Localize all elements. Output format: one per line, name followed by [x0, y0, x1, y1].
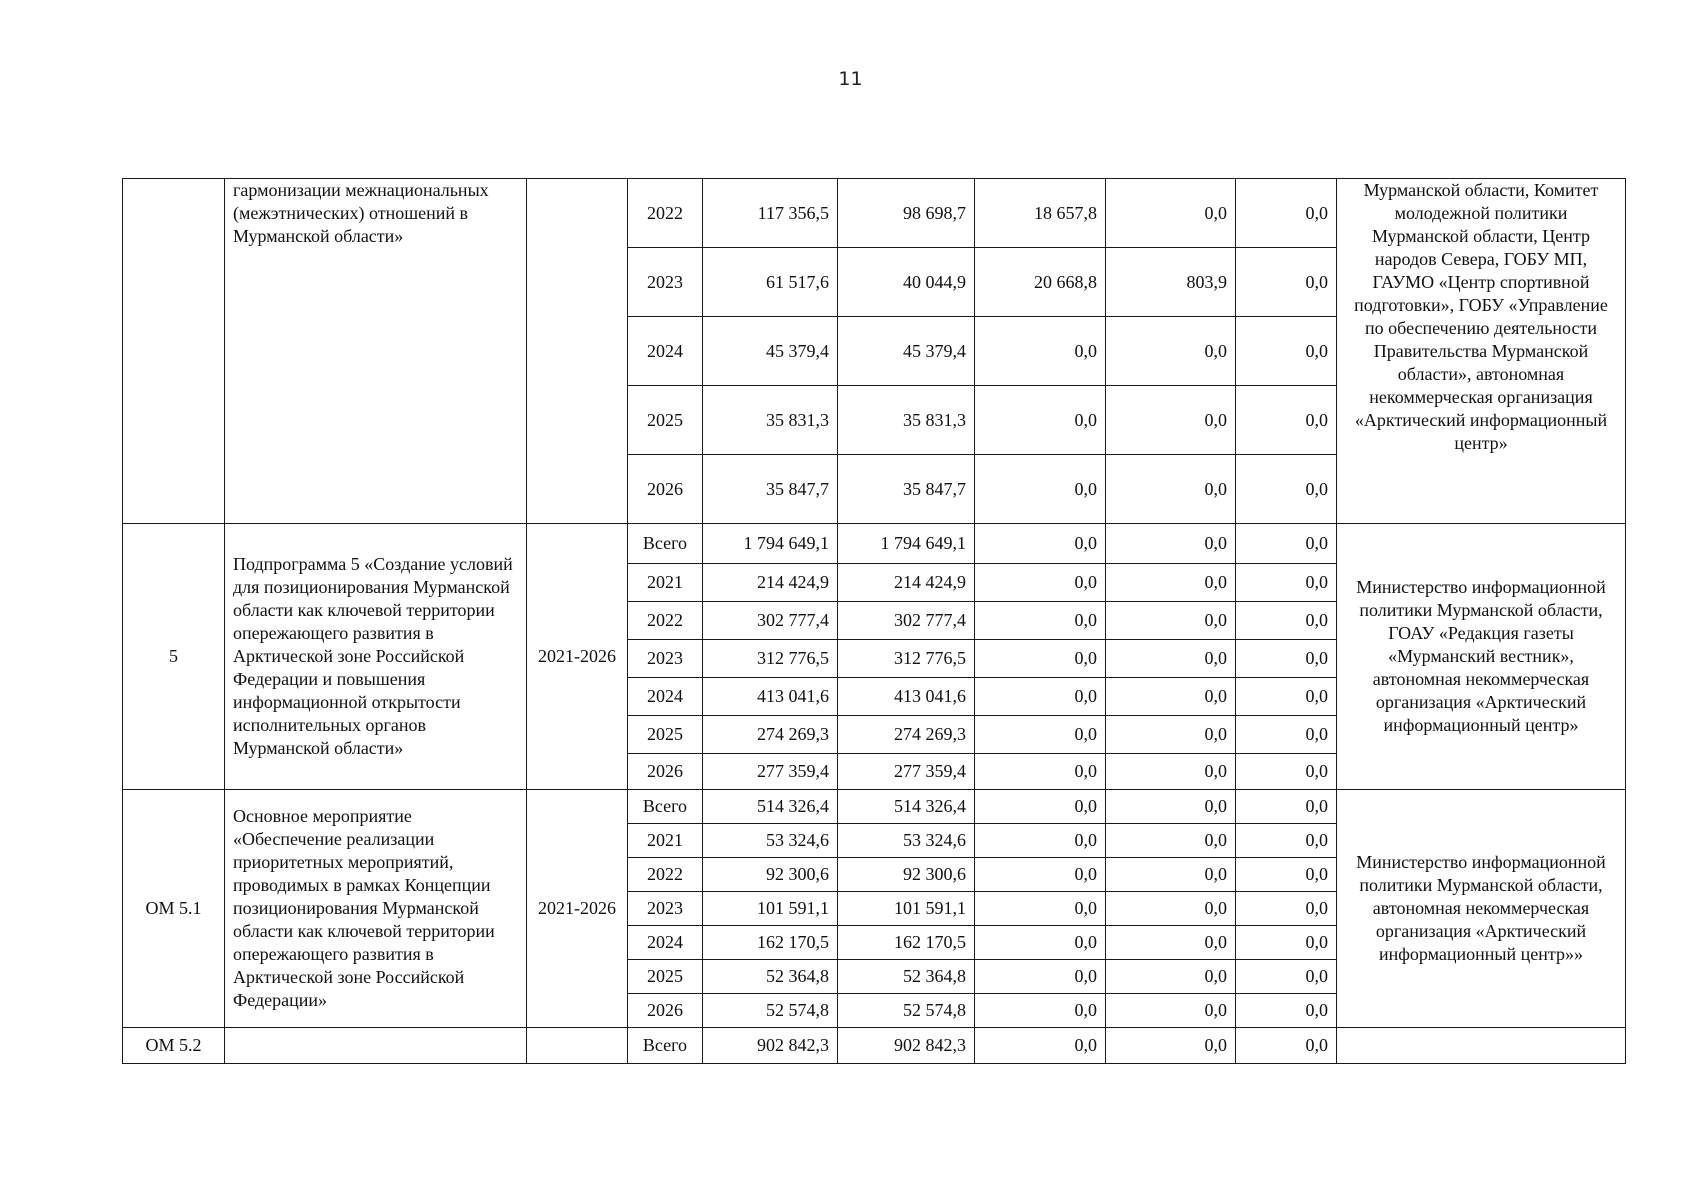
measure-name-cell — [225, 1028, 527, 1064]
year-cell: 2024 — [628, 926, 703, 960]
total-cell: 274 269,3 — [703, 716, 838, 754]
regional-budget-cell: 312 776,5 — [838, 640, 975, 678]
extrabudgetary-cell: 0,0 — [1236, 179, 1337, 248]
federal-budget-cell: 0,0 — [975, 524, 1106, 564]
year-cell: 2026 — [628, 994, 703, 1028]
total-cell: 514 326,4 — [703, 790, 838, 824]
row-number-cell — [123, 179, 225, 524]
federal-budget-cell: 0,0 — [975, 678, 1106, 716]
extrabudgetary-cell: 0,0 — [1236, 386, 1337, 455]
table-row — [123, 1028, 1626, 1064]
total-cell: 162 170,5 — [703, 926, 838, 960]
federal-budget-cell: 0,0 — [975, 317, 1106, 386]
extrabudgetary-cell: 0,0 — [1236, 317, 1337, 386]
page-number: 11 — [838, 68, 863, 90]
regional-budget-cell: 214 424,9 — [838, 564, 975, 602]
municipal-budget-cell: 0,0 — [1106, 678, 1236, 716]
federal-budget-cell: 0,0 — [975, 754, 1106, 790]
municipal-budget-cell: 0,0 — [1106, 386, 1236, 455]
total-cell: 1 794 649,1 — [703, 524, 838, 564]
municipal-budget-cell: 0,0 — [1106, 640, 1236, 678]
total-cell: 413 041,6 — [703, 678, 838, 716]
year-cell: 2023 — [628, 248, 703, 317]
period-cell: 2021-2026 — [527, 524, 628, 790]
extrabudgetary-cell: 0,0 — [1236, 858, 1337, 892]
federal-budget-cell: 0,0 — [975, 824, 1106, 858]
extrabudgetary-cell: 0,0 — [1236, 248, 1337, 317]
regional-budget-cell: 302 777,4 — [838, 602, 975, 640]
total-cell: 302 777,4 — [703, 602, 838, 640]
year-cell: 2026 — [628, 754, 703, 790]
municipal-budget-cell: 0,0 — [1106, 892, 1236, 926]
extrabudgetary-cell: 0,0 — [1236, 602, 1337, 640]
year-cell: 2021 — [628, 824, 703, 858]
year-cell: Всего — [628, 1028, 703, 1064]
total-cell: 277 359,4 — [703, 754, 838, 790]
total-cell: 101 591,1 — [703, 892, 838, 926]
regional-budget-cell: 40 044,9 — [838, 248, 975, 317]
row-number-cell: 5 — [123, 524, 225, 790]
federal-budget-cell: 0,0 — [975, 960, 1106, 994]
year-cell: 2022 — [628, 602, 703, 640]
regional-budget-cell: 92 300,6 — [838, 858, 975, 892]
total-cell: 92 300,6 — [703, 858, 838, 892]
extrabudgetary-cell: 0,0 — [1236, 790, 1337, 824]
regional-budget-cell: 1 794 649,1 — [838, 524, 975, 564]
year-cell: 2025 — [628, 386, 703, 455]
table-row — [123, 179, 1626, 248]
total-cell: 52 364,8 — [703, 960, 838, 994]
total-cell: 902 842,3 — [703, 1028, 838, 1064]
federal-budget-cell: 0,0 — [975, 1028, 1106, 1064]
regional-budget-cell: 52 574,8 — [838, 994, 975, 1028]
extrabudgetary-cell: 0,0 — [1236, 716, 1337, 754]
total-cell: 35 831,3 — [703, 386, 838, 455]
total-cell: 35 847,7 — [703, 455, 838, 524]
extrabudgetary-cell: 0,0 — [1236, 524, 1337, 564]
year-cell: 2025 — [628, 716, 703, 754]
municipal-budget-cell: 0,0 — [1106, 455, 1236, 524]
executor-cell: Мурманской области, Комитет молодежной политики Мурманской области, Центр народов Севера, ГОБУ МП, ГАУМО «Центр спортивной подготовки», ГОБУ «Управление по обеспечению деятельности Правительства Мурманской области», автономная некоммерческая организация «Арктический информационный центр» — [1337, 179, 1626, 524]
regional-budget-cell: 35 847,7 — [838, 455, 975, 524]
regional-budget-cell: 413 041,6 — [838, 678, 975, 716]
period-cell: 2021-2026 — [527, 790, 628, 1028]
regional-budget-cell: 53 324,6 — [838, 824, 975, 858]
regional-budget-cell: 514 326,4 — [838, 790, 975, 824]
budget-table — [122, 178, 1626, 1064]
municipal-budget-cell: 803,9 — [1106, 248, 1236, 317]
extrabudgetary-cell: 0,0 — [1236, 564, 1337, 602]
year-cell: 2024 — [628, 678, 703, 716]
year-cell: 2023 — [628, 640, 703, 678]
municipal-budget-cell: 0,0 — [1106, 179, 1236, 248]
year-cell: Всего — [628, 524, 703, 564]
municipal-budget-cell: 0,0 — [1106, 960, 1236, 994]
regional-budget-cell: 274 269,3 — [838, 716, 975, 754]
federal-budget-cell: 0,0 — [975, 926, 1106, 960]
federal-budget-cell: 0,0 — [975, 790, 1106, 824]
municipal-budget-cell: 0,0 — [1106, 1028, 1236, 1064]
measure-name-cell: гармонизации межнациональных (межэтнических) отношений в Мурманской области» — [225, 179, 527, 524]
federal-budget-cell: 0,0 — [975, 858, 1106, 892]
extrabudgetary-cell: 0,0 — [1236, 678, 1337, 716]
total-cell: 53 324,6 — [703, 824, 838, 858]
executor-cell: Министерство информационной политики Мурманской области, автономная некоммерческая организация «Арктический информационный центр»» — [1337, 790, 1626, 1028]
year-cell: 2021 — [628, 564, 703, 602]
federal-budget-cell: 0,0 — [975, 640, 1106, 678]
total-cell: 117 356,5 — [703, 179, 838, 248]
extrabudgetary-cell: 0,0 — [1236, 926, 1337, 960]
year-cell: 2022 — [628, 179, 703, 248]
regional-budget-cell: 101 591,1 — [838, 892, 975, 926]
extrabudgetary-cell: 0,0 — [1236, 1028, 1337, 1064]
table-row — [123, 790, 1626, 824]
extrabudgetary-cell: 0,0 — [1236, 754, 1337, 790]
federal-budget-cell: 18 657,8 — [975, 179, 1106, 248]
federal-budget-cell: 0,0 — [975, 994, 1106, 1028]
extrabudgetary-cell: 0,0 — [1236, 994, 1337, 1028]
executor-cell — [1337, 1028, 1626, 1064]
table-row — [123, 524, 1626, 564]
extrabudgetary-cell: 0,0 — [1236, 455, 1337, 524]
regional-budget-cell: 45 379,4 — [838, 317, 975, 386]
municipal-budget-cell: 0,0 — [1106, 524, 1236, 564]
extrabudgetary-cell: 0,0 — [1236, 824, 1337, 858]
total-cell: 214 424,9 — [703, 564, 838, 602]
federal-budget-cell: 0,0 — [975, 602, 1106, 640]
municipal-budget-cell: 0,0 — [1106, 790, 1236, 824]
extrabudgetary-cell: 0,0 — [1236, 892, 1337, 926]
municipal-budget-cell: 0,0 — [1106, 716, 1236, 754]
period-cell — [527, 179, 628, 524]
municipal-budget-cell: 0,0 — [1106, 994, 1236, 1028]
total-cell: 52 574,8 — [703, 994, 838, 1028]
total-cell: 312 776,5 — [703, 640, 838, 678]
municipal-budget-cell: 0,0 — [1106, 754, 1236, 790]
period-cell — [527, 1028, 628, 1064]
municipal-budget-cell: 0,0 — [1106, 602, 1236, 640]
municipal-budget-cell: 0,0 — [1106, 317, 1236, 386]
year-cell: 2023 — [628, 892, 703, 926]
year-cell: Всего — [628, 790, 703, 824]
regional-budget-cell: 98 698,7 — [838, 179, 975, 248]
executor-cell: Министерство информационной политики Мурманской области, ГОАУ «Редакция газеты «Мурманский вестник», автономная некоммерческая организация «Арктический информационный центр» — [1337, 524, 1626, 790]
row-number-cell: ОМ 5.2 — [123, 1028, 225, 1064]
measure-name-cell: Подпрограмма 5 «Создание условий для позиционирования Мурманской области как ключевой территории опережающего развития в Арктической зоне Российской Федерации и повышения информационной открытости исполнительных органов Мурманской области» — [225, 524, 527, 790]
year-cell: 2025 — [628, 960, 703, 994]
extrabudgetary-cell: 0,0 — [1236, 640, 1337, 678]
total-cell: 45 379,4 — [703, 317, 838, 386]
federal-budget-cell: 20 668,8 — [975, 248, 1106, 317]
municipal-budget-cell: 0,0 — [1106, 926, 1236, 960]
regional-budget-cell: 277 359,4 — [838, 754, 975, 790]
measure-name-cell: Основное мероприятие «Обеспечение реализации приоритетных мероприятий, проводимых в рамках Концепции позиционирования Мурманской области как ключевой территории опережающего развития в Арктической зоне Российской Федерации» — [225, 790, 527, 1028]
municipal-budget-cell: 0,0 — [1106, 858, 1236, 892]
extrabudgetary-cell: 0,0 — [1236, 960, 1337, 994]
year-cell: 2024 — [628, 317, 703, 386]
regional-budget-cell: 35 831,3 — [838, 386, 975, 455]
federal-budget-cell: 0,0 — [975, 386, 1106, 455]
municipal-budget-cell: 0,0 — [1106, 564, 1236, 602]
federal-budget-cell: 0,0 — [975, 892, 1106, 926]
year-cell: 2022 — [628, 858, 703, 892]
federal-budget-cell: 0,0 — [975, 564, 1106, 602]
total-cell: 61 517,6 — [703, 248, 838, 317]
row-number-cell: ОМ 5.1 — [123, 790, 225, 1028]
regional-budget-cell: 52 364,8 — [838, 960, 975, 994]
year-cell: 2026 — [628, 455, 703, 524]
regional-budget-cell: 162 170,5 — [838, 926, 975, 960]
regional-budget-cell: 902 842,3 — [838, 1028, 975, 1064]
federal-budget-cell: 0,0 — [975, 716, 1106, 754]
municipal-budget-cell: 0,0 — [1106, 824, 1236, 858]
federal-budget-cell: 0,0 — [975, 455, 1106, 524]
